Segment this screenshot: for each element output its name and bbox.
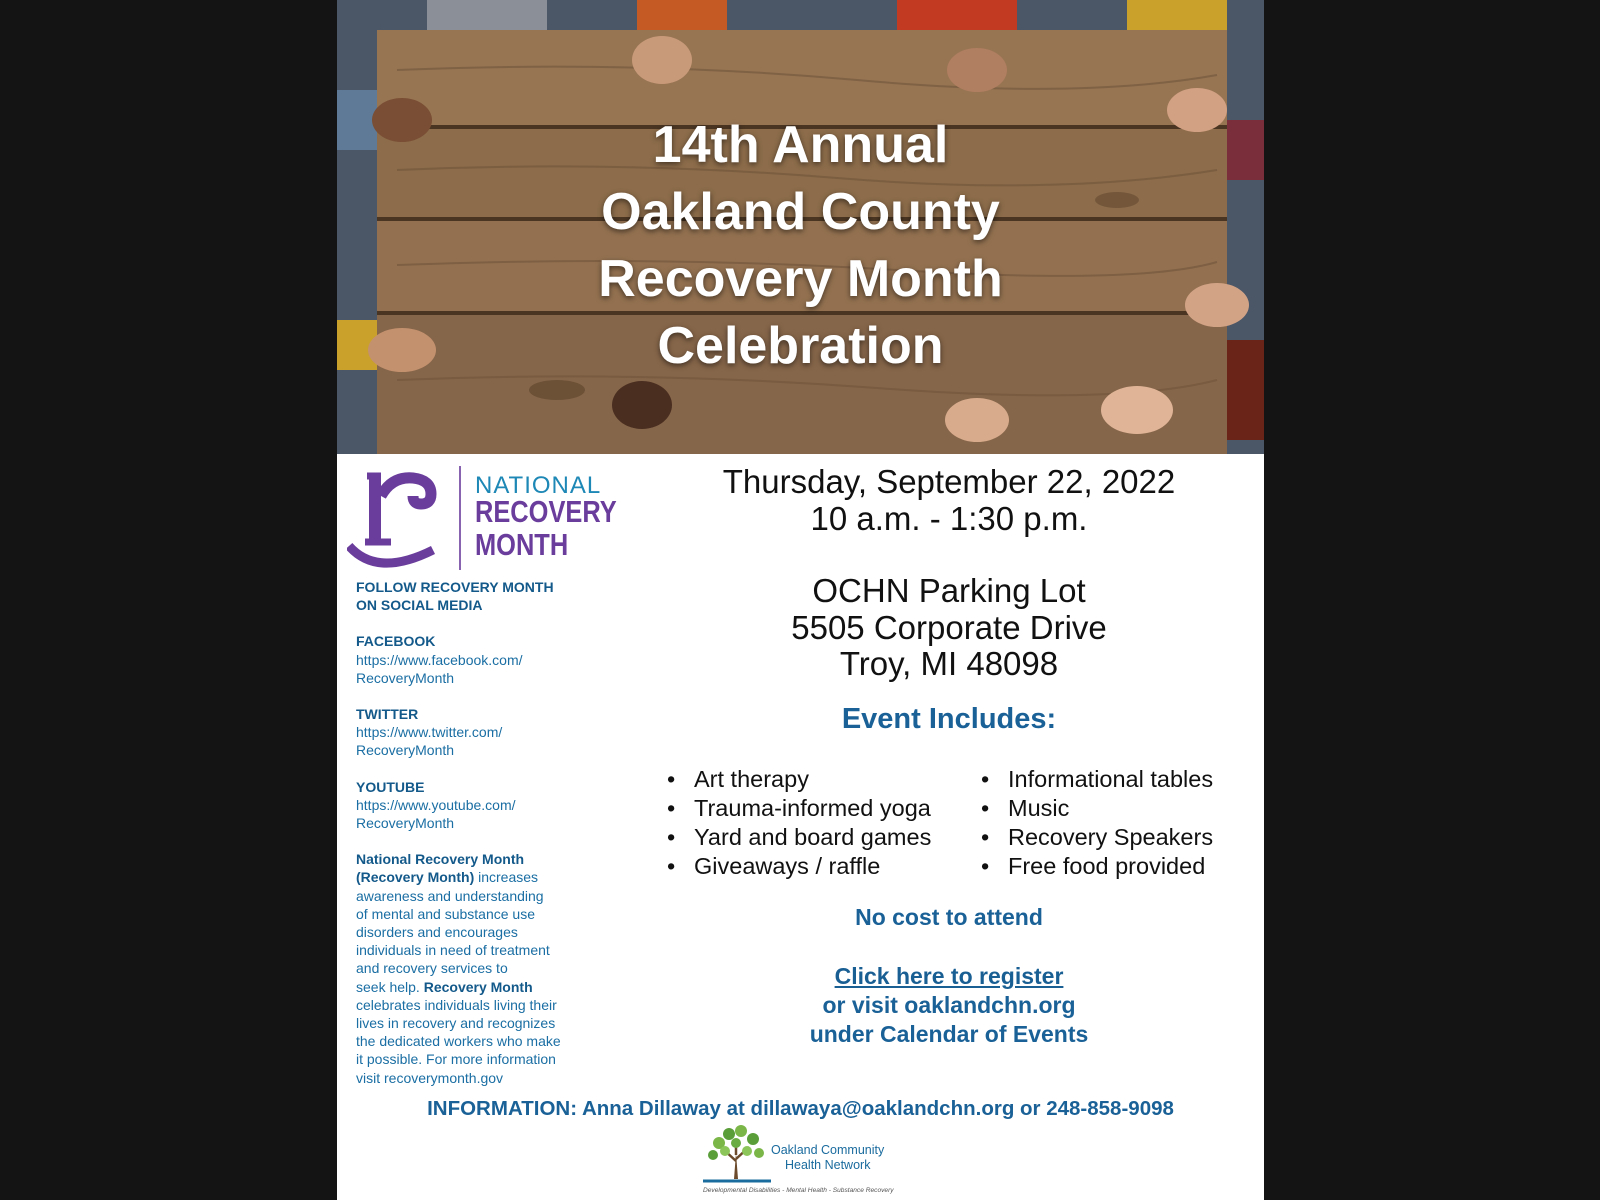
event-date: Thursday, September 22, 2022	[722, 463, 1176, 500]
bullet-icon: •	[981, 824, 990, 850]
bullet-icon: •	[667, 853, 676, 879]
list-item: • Music	[981, 795, 1070, 821]
twitter-block	[356, 705, 586, 760]
title-line: Oakland County	[601, 183, 1000, 241]
register-calendar-note: under Calendar of Events	[809, 1021, 1089, 1047]
list-item: • Art therapy	[667, 766, 809, 792]
logo-month: MONTH	[475, 527, 569, 562]
location-line: Troy, MI 48098	[839, 645, 1059, 682]
follow-heading: FOLLOW RECOVERY MONTH ON SOCIAL MEDIA	[356, 579, 554, 614]
ochn-tagline: Developmental Disabilities - Mental Health - Substance Recovery	[703, 1187, 894, 1194]
youtube-url[interactable]: https://www.youtube.com/ RecoveryMonth	[356, 796, 516, 832]
recovery-month-r-icon	[347, 466, 467, 574]
register-website: or visit oaklandchn.org	[822, 992, 1076, 1018]
list-item: • Recovery Speakers	[981, 824, 1214, 850]
hero-banner	[337, 0, 1264, 454]
about-recovery-month: National Recovery Month (Recovery Month) increases awareness and understanding of mental and substance use disorders and encourages individuals in need of treatment and recovery services to seek help. Recovery Month celebrates individuals living their lives in recovery and recognizes the dedicated workers who make it possible. For more information visit recoverymonth.gov	[356, 850, 586, 1087]
register-link[interactable]: Click here to register	[834, 963, 1064, 989]
event-title	[337, 112, 1264, 380]
facebook-url[interactable]: https://www.facebook.com/ RecoveryMonth	[356, 651, 523, 686]
location-line: OCHN Parking Lot	[812, 572, 1086, 609]
title-line: 14th Annual	[652, 116, 949, 174]
bullet-icon: •	[981, 766, 990, 792]
recovery-month-logo	[347, 466, 617, 574]
bullet-icon: •	[667, 795, 676, 821]
event-flyer	[337, 0, 1264, 1200]
twitter-label: TWITTER	[356, 706, 419, 723]
youtube-label: YOUTUBE	[356, 778, 425, 795]
facebook-block	[356, 632, 586, 687]
bullet-icon: •	[667, 824, 676, 850]
bullet-icon: •	[981, 853, 990, 879]
registration-block	[637, 962, 1261, 1049]
contact-information: INFORMATION: Anna Dillaway at dillawaya@oaklandchn.org or 248-858-9098	[427, 1097, 1174, 1120]
ochn-logo	[701, 1123, 901, 1198]
list-item: • Informational tables	[981, 766, 1214, 792]
includes-list-left	[667, 765, 931, 881]
includes-list-right	[981, 765, 1213, 881]
list-item: • Trauma-informed yoga	[667, 795, 931, 821]
list-item: • Free food provided	[981, 853, 1206, 879]
twitter-url[interactable]: https://www.twitter.com/ RecoveryMonth	[356, 724, 503, 759]
location-line: 5505 Corporate Drive	[791, 608, 1107, 646]
no-cost-note: No cost to attend	[855, 904, 1043, 930]
list-item: • Giveaways / raffle	[667, 853, 881, 879]
event-details	[637, 463, 1261, 736]
logo-national: NATIONAL	[475, 472, 602, 499]
event-time: 10 a.m. - 1:30 p.m.	[810, 500, 1088, 537]
title-line: Celebration	[657, 317, 944, 375]
tree-icon	[701, 1123, 771, 1185]
youtube-block	[356, 778, 586, 833]
bullet-icon: •	[667, 766, 676, 792]
event-includes-heading: Event Includes:	[841, 702, 1057, 735]
social-media-sidebar	[356, 578, 586, 1087]
event-location	[637, 573, 1261, 683]
recoverymonth-link[interactable]: visit recoverymonth.gov	[356, 1069, 504, 1086]
facebook-label: FACEBOOK	[356, 633, 436, 650]
list-item: • Yard and board games	[667, 824, 932, 850]
title-line: Recovery Month	[598, 250, 1003, 308]
bullet-icon: •	[981, 795, 990, 821]
logo-recovery: RECOVERY	[475, 494, 617, 529]
ochn-name: Oakland Community Health Network	[771, 1143, 885, 1172]
